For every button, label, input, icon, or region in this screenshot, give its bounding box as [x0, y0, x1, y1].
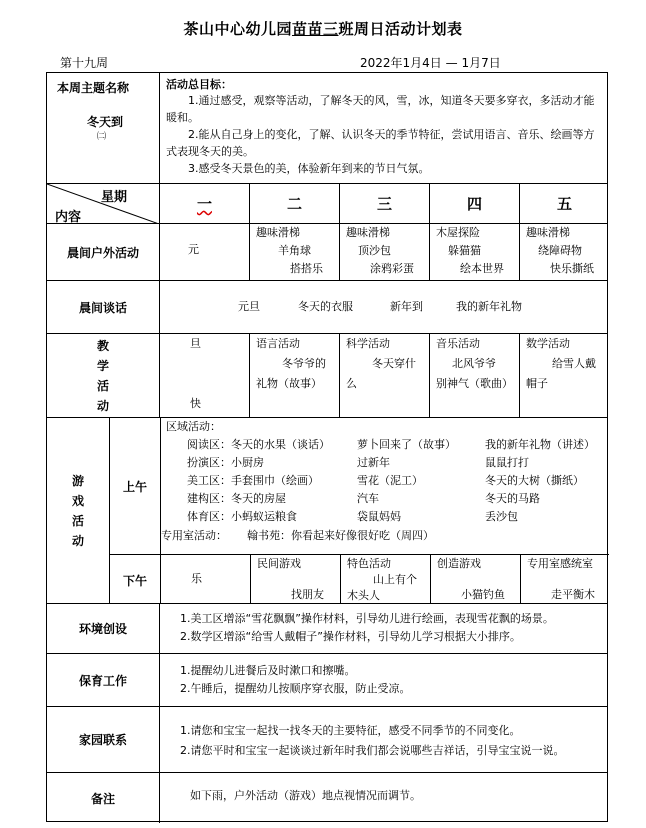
environment-label: 环境创设: [78, 622, 127, 636]
talk-topic: 我的新年礼物: [456, 300, 522, 313]
morning-outdoor-row: [47, 223, 607, 280]
plan-table: [46, 72, 608, 822]
outdoor-thu: 木屋探险 躲猫猫 绘本世界: [429, 224, 519, 280]
outdoor-tue: 趣味滑梯 羊角球 搭搭乐: [249, 224, 339, 280]
teaching-row: [47, 333, 607, 417]
content-label: 内容: [55, 210, 82, 223]
week-label: 第十九周: [60, 56, 109, 70]
games-am: [109, 418, 609, 554]
talk-topic: 元旦: [238, 300, 260, 313]
care-label: 保育工作: [78, 673, 127, 688]
morning-talk-topics: [159, 281, 609, 333]
goal-item: 1.通过感受，观察等活动，了解冬天的风，雪，冰，知道冬天要多穿衣，多活动才能暖和。: [166, 94, 595, 124]
care-item: 1.提醒幼儿进餐后及时漱口和擦嘴。: [180, 664, 356, 677]
outdoor-mon: 元: [159, 224, 249, 280]
environment-item: 1.美工区增添“雪花飘飘”操作材料，引导幼儿进行绘画，表现雪花飘的场景。: [180, 612, 554, 625]
morning-talk-row: [47, 280, 607, 333]
morning-talk-label: 晨间谈话: [78, 300, 127, 315]
page-title: [0, 18, 646, 39]
goals-cell: [159, 73, 609, 183]
games-label: 游 戏 活 动: [71, 474, 84, 548]
home-item: 1.请您和宝宝一起找一找冬天的主要特征，感受不同季节的不同变化。: [180, 724, 521, 737]
title-school: 茶山中心幼儿园: [183, 20, 292, 38]
day-mon: 一: [159, 184, 249, 223]
theme-label: 本周主题名称: [57, 81, 130, 95]
remarks-label: 备注: [90, 791, 115, 806]
days-corner: [47, 184, 159, 223]
date-range: 2022年1月4日 — 1月7日: [360, 56, 501, 70]
home-label: 家园联系: [78, 733, 127, 747]
home-item: 2.请您平时和宝宝一起谈谈过新年时我们都会说哪些吉祥话，引导宝宝说一说。: [180, 744, 565, 757]
zone-activities: 区域活动： 阅读区：冬天的水果（谈话） 萝卜回来了（故事） 我的新年礼物（讲述） 扮演区：小厨房 过新年 鼠鼠打打 美工区：手套围巾（绘画） 雪花（泥工） 冬天的大树（撕纸） 建构区：冬天的房屋 汽车 冬天的马路 体育区：小蚂蚁运粮食 袋鼠妈妈 丢沙包 专用室活动： 翰书苑：你看起来好像很好吃（周四）: [160, 418, 609, 554]
care-item: 2.午睡后，提醒幼儿按顺序穿衣服，防止受凉。: [180, 682, 411, 695]
teaching-wed: 科学活动 冬天穿什 么: [339, 334, 429, 417]
theme-name: 冬天到: [87, 115, 124, 129]
outdoor-wed: 趣味滑梯 顶沙包 涂鸦彩蛋: [339, 224, 429, 280]
environment-item: 2.数学区增添“给雪人戴帽子”操作材料，引导幼儿学习根据大小排序。: [180, 630, 521, 643]
theme-row: [47, 73, 607, 183]
remarks-content: 如下雨，户外活动（游戏）地点视情况而调节。: [159, 773, 609, 823]
morning-outdoor-label: 晨间户外活动: [66, 245, 139, 260]
care-row: [47, 653, 607, 706]
zone-title: 区域活动：: [166, 420, 221, 433]
title-class: 苗苗三: [291, 20, 339, 38]
weekday-label: 星期: [101, 190, 128, 205]
teaching-fri: 数学活动 给雪人戴 帽子: [519, 334, 609, 417]
games-row: [47, 417, 607, 603]
day-tue: 二: [249, 184, 339, 223]
games-pm: [109, 554, 609, 604]
pm-fri: 专用室感统室 走平衡木: [520, 555, 609, 604]
remarks-row: [47, 772, 607, 823]
environment-row: [47, 603, 607, 653]
home-content: [159, 707, 609, 772]
pm-label: 下午: [122, 573, 147, 588]
environment-content: [159, 604, 609, 653]
day-thu: 四: [429, 184, 519, 223]
teaching-mon: 旦 快: [159, 334, 249, 417]
days-header-row: [47, 183, 607, 223]
care-content: [159, 654, 609, 706]
special-room-label: 专用室活动：: [161, 529, 227, 542]
theme-cell: [47, 73, 159, 183]
teaching-tue: 语言活动 冬爷爷的 礼物（故事）: [249, 334, 339, 417]
home-row: [47, 706, 607, 772]
pm-tue: 民间游戏 找朋友: [250, 555, 340, 604]
special-room-item: 翰书苑：你看起来好像很好吃（周四）: [247, 529, 434, 542]
pm-wed: 特色活动 山上有个 木头人: [340, 555, 430, 604]
am-label: 上午: [122, 479, 147, 494]
teaching-thu: 音乐活动 北风爷爷 别神气（歌曲）: [429, 334, 519, 417]
theme-sub: ㈡: [97, 132, 107, 142]
talk-topic: 冬天的衣服: [298, 300, 353, 313]
day-wed: 三: [339, 184, 429, 223]
day-fri: 五: [519, 184, 609, 223]
title-suffix: 班周日活动计划表: [338, 20, 463, 38]
pm-thu: 创造游戏 小猫钓鱼: [430, 555, 520, 604]
goal-item: 3.感受冬天景色的美，体验新年到来的节日气氛。: [188, 162, 430, 175]
goals-title: 活动总目标：: [166, 78, 232, 91]
teaching-label: 教 学 活 动: [96, 339, 109, 413]
outdoor-fri: 趣味滑梯 绕障碍物 快乐撕纸: [519, 224, 609, 280]
pm-mon: 乐: [160, 555, 250, 604]
goal-item: 2.能从自己身上的变化，了解、认识冬天的季节特征，尝试用语言、音乐、绘画等方式表现冬天的美。: [166, 128, 595, 158]
talk-topic: 新年到: [390, 300, 423, 313]
